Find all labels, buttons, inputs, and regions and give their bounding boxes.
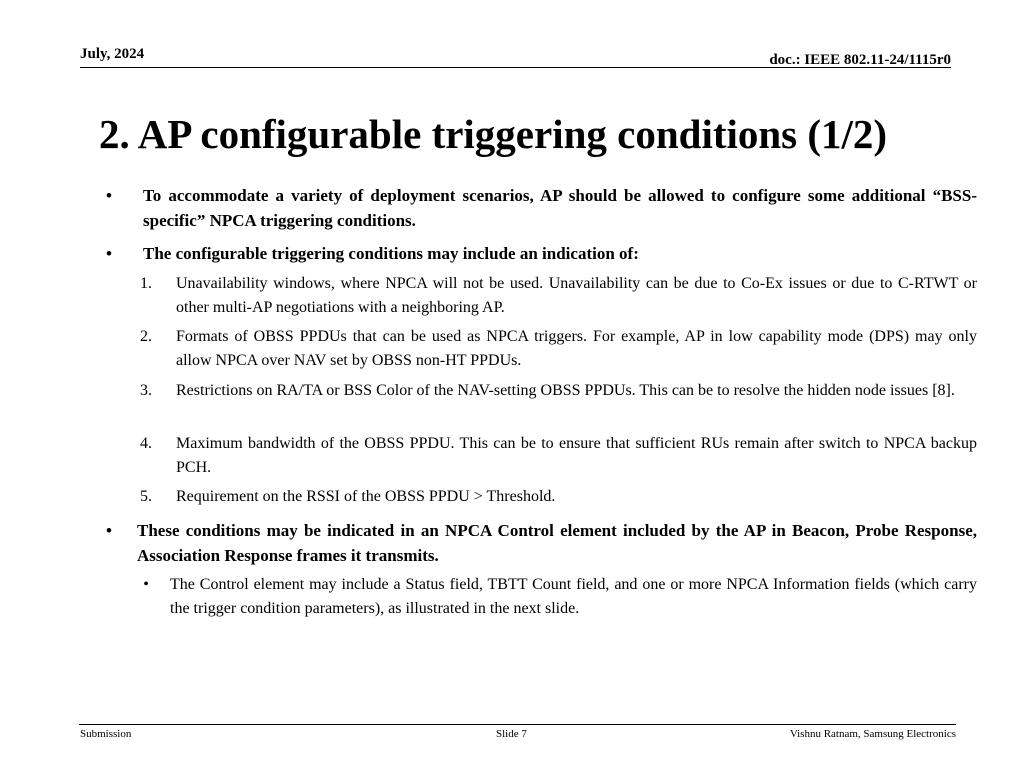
- bullet-marker: •: [106, 521, 112, 540]
- slide-title: 2. AP configurable triggering conditions (1/2): [99, 111, 888, 157]
- numbered-item: [140, 325, 977, 373]
- header-divider: [80, 67, 951, 68]
- number-marker: 1.: [140, 275, 152, 292]
- numbered-item: [140, 379, 977, 403]
- sub-bullet-text: The Control element may include a Status field, TBTT Count field, and one or more NPCA Information fields (which carry the trigger condition parameters), as illustrated in the next slide.: [170, 576, 977, 617]
- number-marker: 4.: [140, 435, 152, 452]
- footer-slide-number: Slide 7: [496, 728, 527, 740]
- bullet-text: These conditions may be indicated in an NPCA Control element included by the AP in Beacon, Probe Response, Association Response frames it transmits.: [137, 521, 977, 565]
- bullet-item: [106, 518, 977, 568]
- number-marker: 5.: [140, 488, 152, 505]
- numbered-item: [140, 485, 977, 509]
- header-doc-id: doc.: IEEE 802.11-24/1115r0: [769, 52, 951, 68]
- bullet-item: [106, 183, 977, 233]
- bullet-marker: •: [106, 186, 112, 205]
- bullet-item: [106, 241, 977, 266]
- bullet-text: To accommodate a variety of deployment scenarios, AP should be allowed to configure some additional “BSS-specific” NPCA triggering conditions.: [143, 186, 977, 230]
- numbered-text: Restrictions on RA/TA or BSS Color of the NAV-setting OBSS PPDUs. This can be to resolve the hidden node issues [8].: [176, 382, 955, 399]
- numbered-text: Requirement on the RSSI of the OBSS PPDU > Threshold.: [176, 488, 556, 505]
- bullet-text: The configurable triggering conditions may include an indication of:: [143, 244, 639, 263]
- footer-author: Vishnu Ratnam, Samsung Electronics: [789, 728, 956, 740]
- number-marker: 3.: [140, 382, 152, 399]
- sub-bullet-marker: •: [143, 576, 149, 593]
- sub-bullet-item: [143, 573, 977, 621]
- number-marker: 2.: [140, 328, 152, 345]
- numbered-text: Unavailability windows, where NPCA will not be used. Unavailability can be due to Co-Ex issues or due to C-RTWT or other multi-AP negotiations with a neighboring AP.: [176, 275, 977, 316]
- footer-submission: Submission: [80, 728, 132, 740]
- bullet-marker: •: [106, 244, 112, 263]
- numbered-item: [140, 272, 977, 320]
- footer-divider: [79, 724, 956, 725]
- numbered-item: [140, 432, 977, 480]
- numbered-text: Formats of OBSS PPDUs that can be used as NPCA triggers. For example, AP in low capability mode (DPS) may only allow NPCA over NAV set by OBSS non-HT PPDUs.: [176, 328, 977, 369]
- numbered-text: Maximum bandwidth of the OBSS PPDU. This can be to ensure that sufficient RUs remain after switch to NPCA backup PCH.: [176, 435, 977, 476]
- header-date: July, 2024: [80, 46, 145, 62]
